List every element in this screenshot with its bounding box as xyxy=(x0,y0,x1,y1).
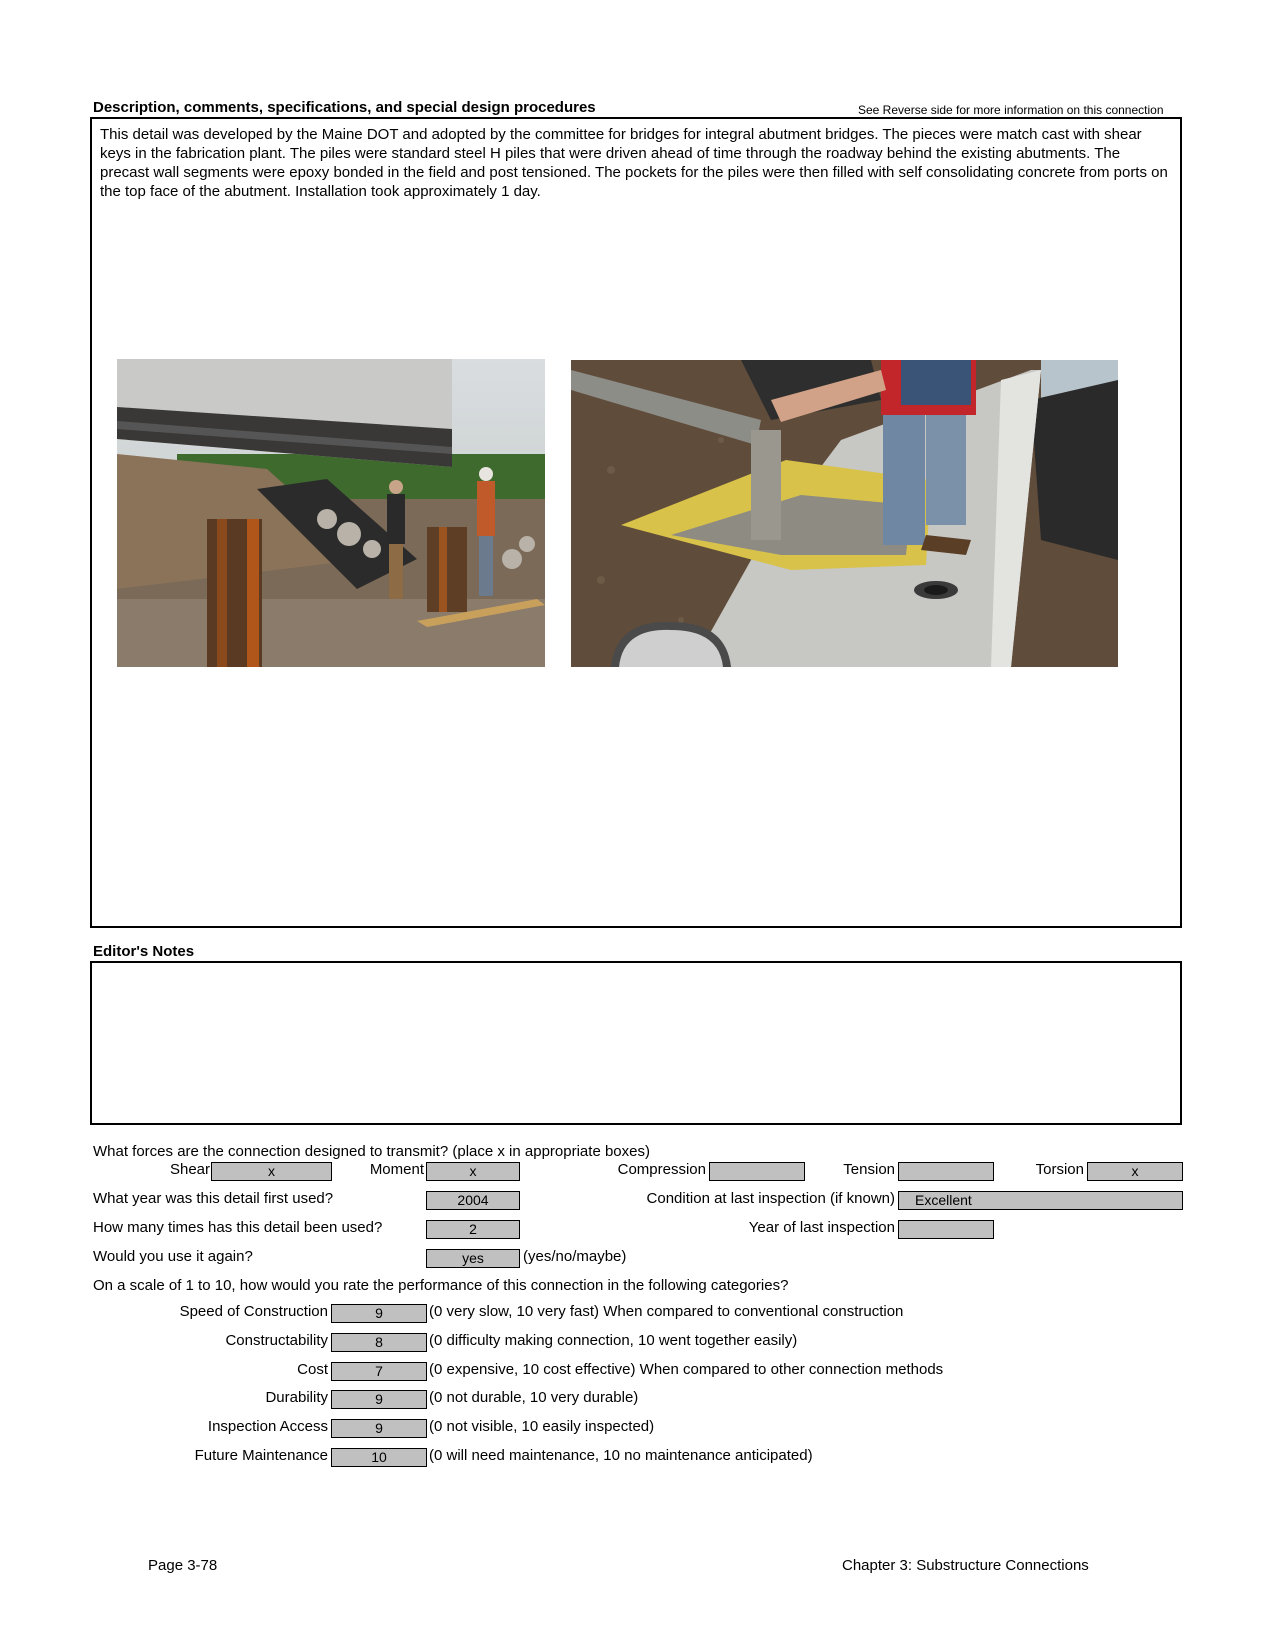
rating-cost-hint: (0 expensive, 10 cost effective) When compared to other connection methods xyxy=(429,1361,944,1378)
torsion-label: Torsion xyxy=(1035,1161,1084,1178)
chapter-title: Chapter 3: Substructure Connections xyxy=(842,1557,1089,1574)
description-text: This detail was developed by the Maine DOT and adopted by the committee for bridges for integral abutment bridges. The pieces were match cast with shear keys in the fabrication plant. The piles were standard steel H piles that were driven ahead of time through the roadway behind the existing abutments. The precast wall segments were epoxy bonded in the field and post tensioned. The pockets for the piles were then filled with self consolidating concrete from ports on the top face of the abutment. Installation took approximately 1 day. xyxy=(100,126,1168,200)
moment-field[interactable]: x xyxy=(426,1162,520,1181)
rating-inspection-label: Inspection Access xyxy=(207,1418,328,1435)
times-used-field[interactable]: 2 xyxy=(426,1220,520,1239)
rating-maintenance-hint: (0 will need maintenance, 10 no maintenance anticipated) xyxy=(429,1447,813,1464)
last-inspection-label: Year of last inspection xyxy=(748,1219,895,1236)
torsion-field[interactable]: x xyxy=(1087,1162,1183,1181)
editors-notes-text xyxy=(92,963,1180,975)
rating-speed-hint: (0 very slow, 10 very fast) When compared to conventional construction xyxy=(429,1303,904,1320)
last-inspection-field[interactable] xyxy=(898,1220,994,1239)
compression-field[interactable] xyxy=(709,1162,805,1181)
year-question: What year was this detail first used? xyxy=(93,1190,334,1207)
reverse-side-note: See Reverse side for more information on this connection xyxy=(858,103,1164,117)
moment-label: Moment xyxy=(369,1161,424,1178)
shear-field[interactable]: x xyxy=(211,1162,332,1181)
rating-speed-label: Speed of Construction xyxy=(179,1303,328,1320)
times-used-question: How many times has this detail been used? xyxy=(93,1219,383,1236)
reuse-question: Would you use it again? xyxy=(93,1248,253,1265)
rating-speed-field[interactable]: 9 xyxy=(331,1304,427,1323)
page-number: Page 3-78 xyxy=(148,1557,218,1574)
tension-field[interactable] xyxy=(898,1162,994,1181)
rating-inspection-field[interactable]: 9 xyxy=(331,1419,427,1438)
photo-concrete-pour xyxy=(571,360,1118,667)
rating-constructability-field[interactable]: 8 xyxy=(331,1333,427,1352)
compression-label: Compression xyxy=(617,1161,706,1178)
condition-label: Condition at last inspection (if known) xyxy=(646,1190,895,1207)
condition-field[interactable]: Excellent xyxy=(898,1191,1183,1210)
tension-label: Tension xyxy=(843,1161,895,1178)
rating-durability-field[interactable]: 9 xyxy=(331,1390,427,1409)
rating-cost-label: Cost xyxy=(297,1361,328,1378)
rating-constructability-hint: (0 difficulty making connection, 10 went together easily) xyxy=(429,1332,798,1349)
rating-inspection-hint: (0 not visible, 10 easily inspected) xyxy=(429,1418,655,1435)
rating-durability-label: Durability xyxy=(265,1389,328,1406)
rating-cost-field[interactable]: 7 xyxy=(331,1362,427,1381)
forces-question: What forces are the connection designed to transmit? (place x in appropriate boxes) xyxy=(93,1143,650,1160)
year-field[interactable]: 2004 xyxy=(426,1191,520,1210)
rating-maintenance-label: Future Maintenance xyxy=(194,1447,328,1464)
rating-durability-hint: (0 not durable, 10 very durable) xyxy=(429,1389,639,1406)
shear-label: Shear xyxy=(169,1161,210,1178)
editors-notes-box xyxy=(90,961,1182,1125)
photo-abutment-placement xyxy=(117,359,545,667)
rating-maintenance-field[interactable]: 10 xyxy=(331,1448,427,1467)
ratings-question: On a scale of 1 to 10, how would you rate the performance of this connection in the following categories? xyxy=(93,1277,789,1294)
reuse-hint: (yes/no/maybe) xyxy=(523,1248,627,1265)
rating-constructability-label: Constructability xyxy=(225,1332,328,1349)
editors-notes-title: Editor's Notes xyxy=(93,943,195,960)
reuse-field[interactable]: yes xyxy=(426,1249,520,1268)
description-title: Description, comments, specifications, and special design procedures xyxy=(93,99,596,116)
